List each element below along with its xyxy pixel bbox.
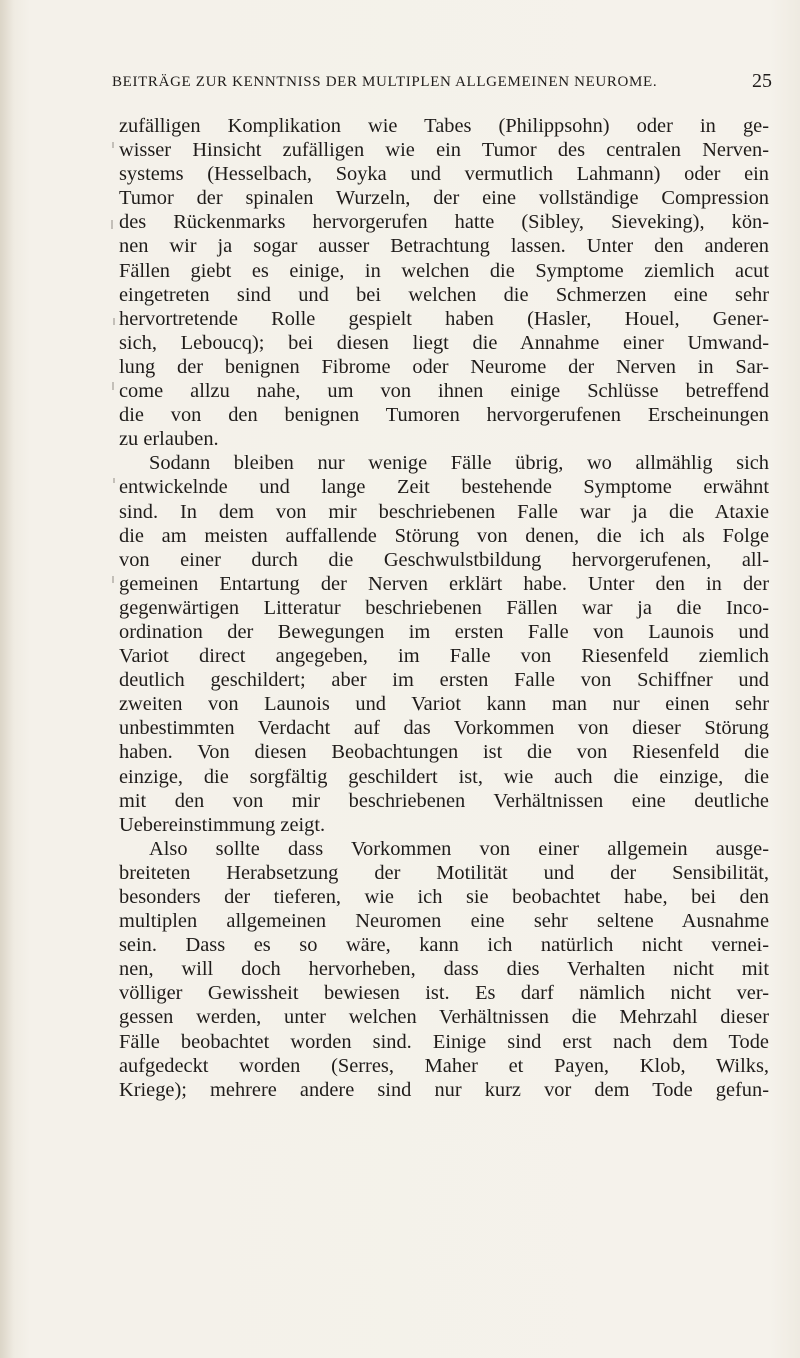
text-line: Kriege); mehrere andere sind nur kurz vor dem Tode gefun- — [119, 1078, 769, 1101]
text-line: zu erlauben. — [119, 428, 219, 451]
page-number: 25 — [752, 70, 772, 92]
text-line: hervortretende Rolle gespielt haben (Hasler, Houel, Gener- — [119, 307, 769, 330]
text-line: Fälle beobachtet worden sind. Einige sind erst nach dem Tode — [119, 1030, 769, 1053]
text-line: Fällen giebt es einige, in welchen die Symptome ziemlich acut — [119, 259, 769, 282]
margin-scan-marks — [108, 114, 118, 614]
text-line: gegenwärtigen Litteratur beschriebenen Fällen war ja die Inco- — [119, 596, 769, 619]
body-text — [119, 114, 769, 1102]
text-line: gessen werden, unter welchen Verhältnissen die Mehrzahl dieser — [119, 1006, 769, 1029]
text-line: ordination der Bewegungen im ersten Falle von Launois und — [119, 620, 769, 643]
text-line: sich, Leboucq); bei diesen liegt die Annahme einer Umwand- — [119, 331, 769, 354]
text-line: eingetreten sind und bei welchen die Schmerzen eine sehr — [119, 283, 769, 306]
text-line: nen wir ja sogar ausser Betrachtung lassen. Unter den anderen — [119, 235, 769, 258]
text-line: nen, will doch hervorheben, dass dies Verhalten nicht mit — [119, 958, 769, 981]
text-line: come allzu nahe, um von ihnen einige Schlüsse betreffend — [119, 380, 769, 403]
text-line: systems (Hesselbach, Soyka und vermutlich Lahmann) oder ein — [119, 163, 769, 186]
text-line: Sodann bleiben nur wenige Fälle übrig, wo allmählig sich — [149, 452, 769, 475]
text-line: die am meisten auffallende Störung von denen, die ich als Folge — [119, 524, 769, 547]
text-line: Also sollte dass Vorkommen von einer allgemein ausge- — [149, 837, 769, 860]
text-line: zweiten von Launois und Variot kann man nur einen sehr — [119, 693, 769, 716]
text-line: Tumor der spinalen Wurzeln, der eine vollständige Compression — [119, 187, 769, 210]
text-line: sind. In dem von mir beschriebenen Falle war ja die Ataxie — [119, 500, 769, 523]
text-line: unbestimmten Verdacht auf das Vorkommen von dieser Störung — [119, 717, 769, 740]
text-line: aufgedeckt worden (Serres, Maher et Payen, Klob, Wilks, — [119, 1054, 769, 1077]
text-line: mit den von mir beschriebenen Verhältnissen eine deutliche — [119, 789, 769, 812]
text-line: zufälligen Komplikation wie Tabes (Philippsohn) oder in ge- — [119, 115, 769, 137]
text-line: breiteten Herabsetzung der Motilität und der Sensibilität, — [119, 861, 769, 884]
text-line: multiplen allgemeinen Neuromen eine sehr seltene Ausnahme — [119, 910, 769, 933]
text-line: völliger Gewissheit bewiesen ist. Es darf nämlich nicht ver- — [119, 982, 769, 1005]
text-line: entwickelnde und lange Zeit bestehende Symptome erwähnt — [119, 476, 769, 499]
running-title: BEITRÄGE ZUR KENNTNISS DER MULTIPLEN ALLGEMEINEN NEUROME. — [112, 74, 658, 90]
text-line: haben. Von diesen Beobachtungen ist die von Riesenfeld die — [119, 741, 769, 764]
text-line: wisser Hinsicht zufälligen wie ein Tumor des centralen Nerven- — [119, 139, 769, 162]
text-line: einzige, die sorgfältig geschildert ist, wie auch die einzige, die — [119, 765, 769, 788]
text-line: deutlich geschildert; aber im ersten Falle von Schiffner und — [119, 669, 769, 692]
text-line: sein. Dass es so wäre, kann ich natürlich nicht vernei- — [119, 934, 769, 957]
text-line: des Rückenmarks hervorgerufen hatte (Sibley, Sieveking), kön- — [119, 211, 769, 234]
text-line: Variot direct angegeben, im Falle von Riesenfeld ziemlich — [119, 645, 769, 668]
scan-edge-shadow — [0, 0, 14, 1358]
text-line: lung der benignen Fibrome oder Neurome der Nerven in Sar- — [119, 355, 769, 378]
text-line: besonders der tieferen, wie ich sie beobachtet habe, bei den — [119, 886, 769, 908]
text-line: gemeinen Entartung der Nerven erklärt habe. Unter den in der — [119, 572, 769, 595]
text-line: die von den benignen Tumoren hervorgerufenen Erscheinungen — [119, 404, 769, 427]
page-header — [112, 70, 772, 98]
text-line: Uebereinstimmung zeigt. — [119, 813, 326, 836]
text-line: von einer durch die Geschwulstbildung hervorgerufenen, all- — [119, 548, 769, 571]
